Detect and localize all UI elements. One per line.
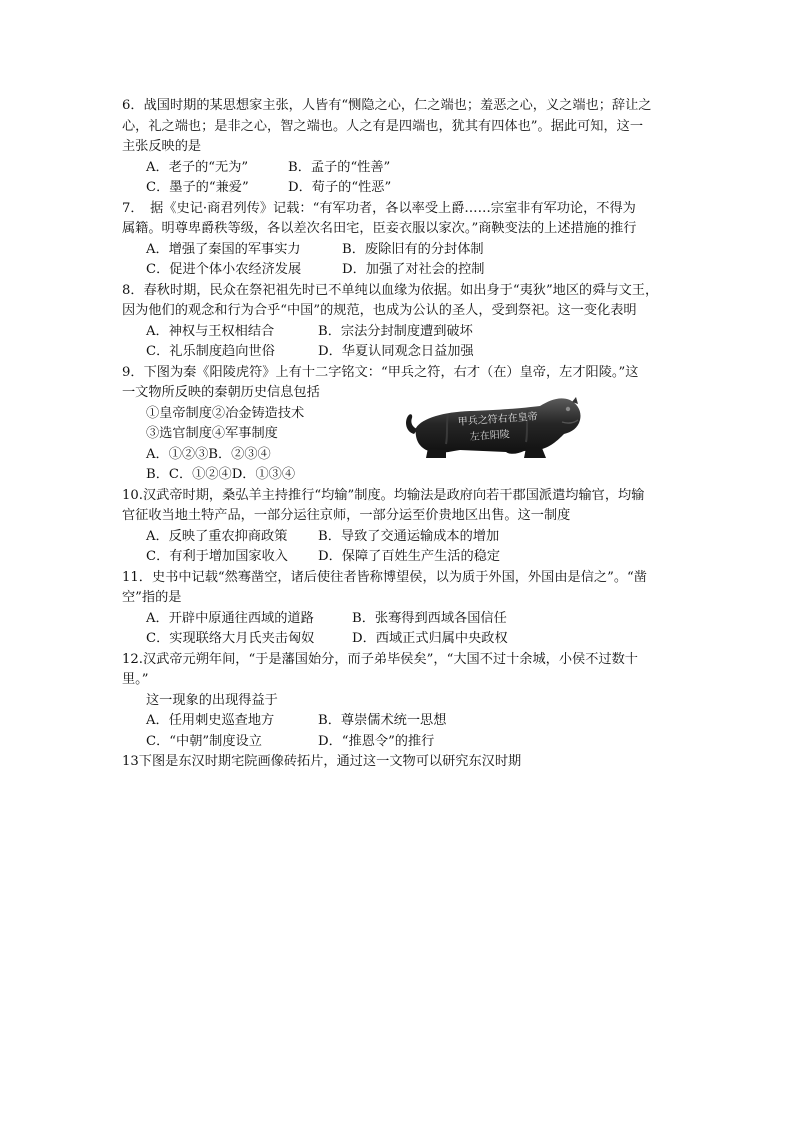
options-row: [122, 158, 682, 179]
question-7: [122, 199, 682, 281]
options-row: [122, 342, 682, 363]
options-row: [122, 711, 682, 732]
question-6: [122, 96, 682, 199]
question-text: 11．史书中记载“然骞凿空，诸后使往者皆称博望侯，以为质于外国，外国由是信之”。“凿: [122, 569, 647, 585]
option-d[interactable]: D．西域正式归属中央政权: [352, 631, 508, 646]
question-text: 6．战国时期的某思想家主张，人皆有“恻隐之心，仁之端也；羞恶之心，义之端也；辞让之: [122, 98, 652, 113]
option-b[interactable]: B．孟子的“性善”: [288, 159, 391, 175]
question-text: 8．春秋时期，民众在祭祀祖先时已不单纯以血缘为依据。如出身于“夷狄”地区的舜与文王，: [122, 282, 659, 298]
option-a[interactable]: A．神权与王权相结合: [146, 323, 275, 339]
option-c[interactable]: C．促进个体小农经济发展: [146, 262, 302, 277]
question-11: [122, 568, 682, 650]
question-text: 13下图是东汉时期宅院画像砖拓片，通过这一文物可以研究东汉时期: [122, 754, 522, 769]
option-c[interactable]: C．“中朝”制度设立: [146, 733, 262, 749]
option-d[interactable]: D．华夏认同观念日益加强: [318, 344, 474, 359]
inscription-line-2: 左在阳陵: [469, 429, 511, 443]
question-text: 因为他们的观念和行为合乎“中国”的规范，也成为公认的圣人，受到祭祀。这一变化表明: [122, 303, 637, 318]
question-text: 一文物所反映的秦朝历史信息包括: [122, 385, 320, 400]
options-row[interactable]: A．①②③B．②③④: [146, 446, 271, 462]
option-b[interactable]: B．宗法分封制度遭到破坏: [318, 323, 473, 339]
option-d[interactable]: D．“推恩令”的推行: [318, 733, 435, 749]
options-row: [122, 240, 682, 261]
question-13: [122, 752, 682, 773]
tiger-tally-icon: [400, 392, 586, 460]
question-text: 空”指的是: [122, 590, 182, 605]
option-d[interactable]: D．加强了对社会的控制: [342, 262, 485, 277]
option-c[interactable]: C．有利于增加国家收入: [146, 549, 288, 564]
options-row: [122, 629, 682, 650]
options-row: [122, 178, 682, 199]
question-text: 7． 据《史记·商君列传》记载：“有军功者，各以率受上爵……宗室非有军功论，不得为: [122, 200, 636, 216]
question-text: 10.汉武帝时期，桑弘羊主持推行“均输”制度。均输法是政府向若干郡国派遣均输官，均输: [122, 487, 645, 503]
question-text: 主张反映的是: [122, 139, 202, 154]
options-row: [122, 322, 682, 343]
question-10: [122, 486, 682, 568]
option-b[interactable]: B．废除旧有的分封体制: [342, 241, 484, 257]
option-b[interactable]: B．尊崇儒术统一思想: [318, 713, 447, 728]
question-8: [122, 281, 682, 363]
question-text: 里。”: [122, 672, 149, 687]
options-row: [122, 547, 682, 568]
question-text: 9．下图为秦《阳陵虎符》上有十二字铭文：“甲兵之符，右才（在）皇帝，左才阳陵。”这: [122, 364, 639, 380]
option-a[interactable]: A．任用刺史巡查地方: [146, 713, 275, 728]
option-a[interactable]: A．反映了重农抑商政策: [146, 528, 288, 544]
option-c[interactable]: C．墨子的“兼爱”: [146, 180, 249, 195]
option-b[interactable]: B．张骞得到西域各国信任: [352, 610, 507, 626]
option-d[interactable]: D．保障了百姓生产生活的稳定: [318, 549, 501, 564]
options-row[interactable]: B．C．①②④D．①③④: [146, 467, 296, 482]
statement-items: ①皇帝制度②冶金铸造技术: [146, 405, 305, 421]
question-12: [122, 650, 682, 753]
question-text: 心，礼之端也；是非之心，智之端也。人之有是四端也，犹其有四体也”。据此可知，这一: [122, 118, 644, 134]
question-text: 这一现象的出现得益于: [146, 692, 278, 708]
options-row: [122, 260, 682, 281]
question-text: 12.汉武帝元朔年间，“于是藩国始分，而子弟毕侯矣”，“大国不过十余城，小侯不过数十: [122, 651, 638, 667]
option-c[interactable]: C．实现联络大月氏夹击匈奴: [146, 631, 315, 646]
options-row: [122, 527, 682, 548]
tiger-tally-image: [400, 392, 586, 460]
option-a[interactable]: A．增强了秦国的军事实力: [146, 241, 301, 257]
options-row: [122, 732, 682, 753]
option-d[interactable]: D．荀子的“性恶”: [288, 180, 392, 195]
option-c[interactable]: C．礼乐制度趋向世俗: [146, 344, 275, 359]
option-a[interactable]: A．老子的“无为”: [146, 159, 249, 175]
inscription-line-1: 甲兵之符右在皇帝: [457, 411, 539, 428]
options-row: [122, 609, 682, 630]
option-a[interactable]: A．开辟中原通往西域的道路: [146, 610, 314, 626]
option-b[interactable]: B．导致了交通运输成本的增加: [318, 528, 500, 544]
statement-items: ③选官制度④军事制度: [146, 426, 278, 441]
question-text: 属籍。明尊卑爵秩等级，各以差次名田宅，臣妾衣服以家次。”商鞅变法的上述措施的推行: [122, 221, 637, 236]
question-text: 官征收当地土特产品，一部分运往京师，一部分运至价贵地区出售。这一制度: [122, 508, 571, 523]
